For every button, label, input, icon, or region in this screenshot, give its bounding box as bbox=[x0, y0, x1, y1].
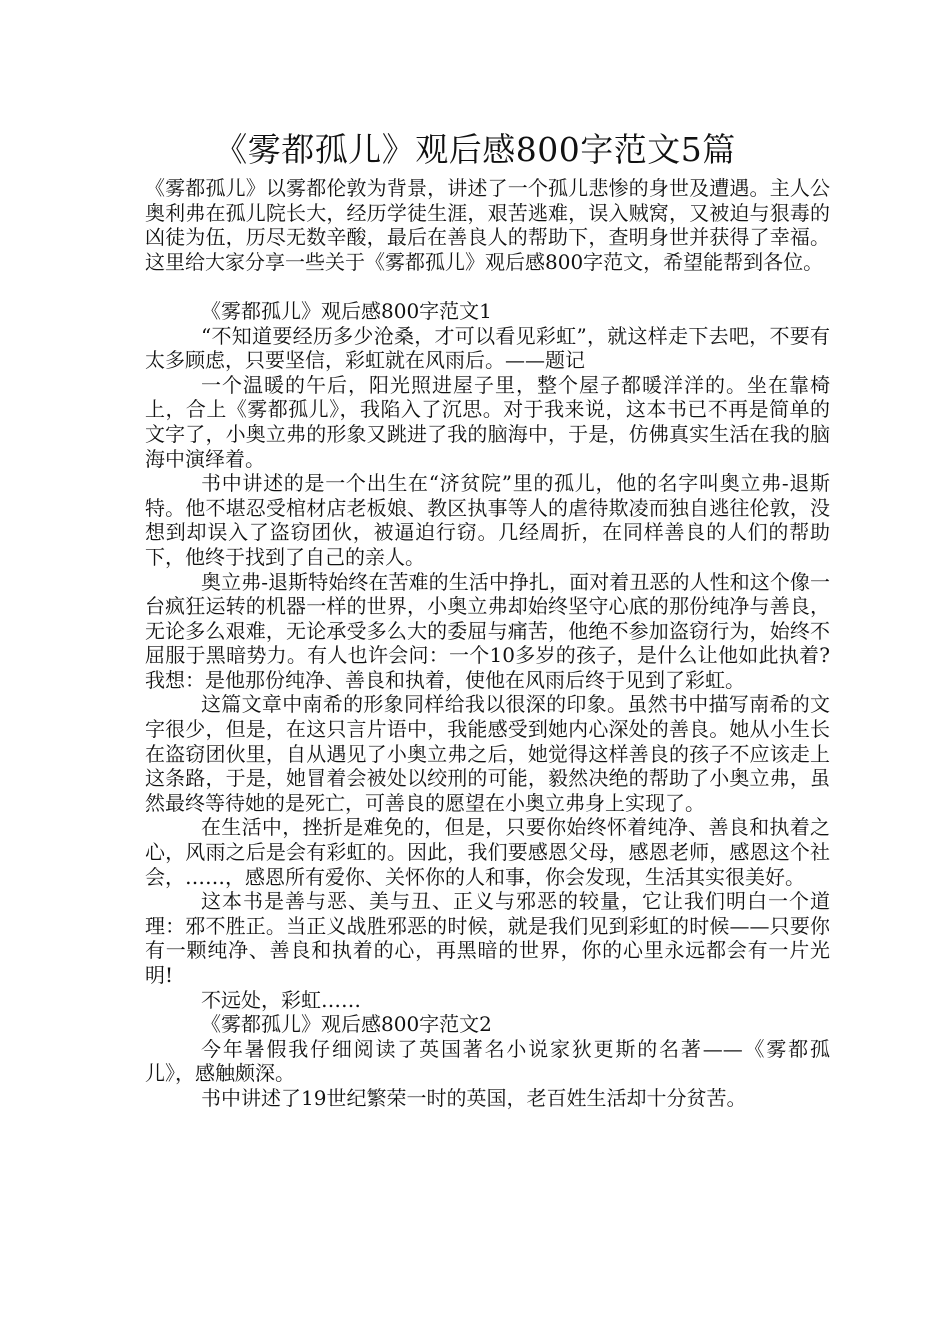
essay1-paragraph: 这篇文章中南希的形象同样给我以很深的印象。虽然书中描写南希的文字很少，但是，在这只言片语中，我能感受到她内心深处的善良。她从小生长在盗窃团伙里，自从遇见了小奥立弗之后，她觉得这样善良的孩子不应该走上这条路，于是，她冒着会被处以绞刑的可能，毅然决绝的帮助了小奥立弗，虽然最终等待她的是死亡，可善良的愿望在小奥立弗身上实现了。 bbox=[145, 692, 830, 815]
essay1-paragraph: 一个温暖的午后，阳光照进屋子里，整个屋子都暖洋洋的。坐在靠椅上，合上《雾都孤儿》，我陷入了沉思。对于我来说，这本书已不再是简单的文字了，小奥立弗的形象又跳进了我的脑海中，于是，仿佛真实生活在我的脑海中演绎着。 bbox=[145, 372, 830, 471]
essay2-paragraph: 今年暑假我仔细阅读了英国著名小说家狄更斯的名著——《雾都孤儿》，感触颇深。 bbox=[145, 1036, 830, 1086]
essay-heading-2: 《雾都孤儿》观后感800字范文2 bbox=[201, 1012, 492, 1037]
essay1-paragraph: 奥立弗-退斯特始终在苦难的生活中挣扎，面对着丑恶的人性和这个像一台疯狂运转的机器一样的世界，小奥立弗却始终坚守心底的那份纯净与善良，无论多么艰难，无论承受多么大的委屈与痛苦，他绝不参加盗窃行为，始终不屈服于黑暗势力。有人也许会问：一个10多岁的孩子，是什么让他如此执着?我想：是他那份纯净、善良和执着，使他在风雨后终于见到了彩虹。 bbox=[145, 569, 830, 692]
paragraph-spacer bbox=[145, 274, 830, 299]
document-body bbox=[145, 176, 830, 1111]
essay-heading-1: 《雾都孤儿》观后感800字范文1 bbox=[201, 298, 492, 323]
essay1-paragraph: 在生活中，挫折是难免的，但是，只要你始终怀着纯净、善良和执着之心，风雨之后是会有彩虹的。因此，我们要感恩父母，感恩老师，感恩这个社会，……，感恩所有爱你、关怀你的人和事，你会发现，生活其实很美好。 bbox=[145, 815, 830, 889]
essay1-paragraph: 书中讲述的是一个出生在“济贫院”里的孤儿，他的名字叫奥立弗-退斯特。他不堪忍受棺材店老板娘、教区执事等人的虐待欺凌而独自逃往伦敦，没想到却误入了盗窃团伙，被逼迫行窃。几经周折，在同样善良的人们的帮助下，他终于找到了自己的亲人。 bbox=[145, 471, 830, 569]
essay1-paragraph: 不远处，彩虹…… bbox=[201, 987, 361, 1012]
document-title: 《雾都孤儿》观后感800字范文5篇 bbox=[214, 130, 736, 169]
essay1-paragraph: “不知道要经历多少沧桑，才可以看见彩虹”，就这样走下去吧，不要有太多顾虑，只要坚信，彩虹就在风雨后。——题记 bbox=[145, 323, 830, 373]
essay1-paragraph: 这本书是善与恶、美与丑、正义与邪恶的较量，它让我们明白一个道理：邪不胜正。当正义战胜邪恶的时候，就是我们见到彩虹的时候——只要你有一颗纯净、善良和执着的心，再黑暗的世界，你的心里永远都会有一片光明! bbox=[145, 889, 830, 987]
essay2-paragraph: 书中讲述了19世纪繁荣一时的英国，老百姓生活却十分贫苦。 bbox=[201, 1085, 747, 1110]
intro-paragraph: 《雾都孤儿》以雾都伦敦为背景，讲述了一个孤儿悲惨的身世及遭遇。主人公奥利弗在孤儿院长大，经历学徒生涯，艰苦逃难，误入贼窝，又被迫与狠毒的凶徒为伍，历尽无数辛酸，最后在善良人的帮助下，查明身世并获得了幸福。这里给大家分享一些关于《雾都孤儿》观后感800字范文，希望能帮到各位。 bbox=[145, 176, 830, 274]
